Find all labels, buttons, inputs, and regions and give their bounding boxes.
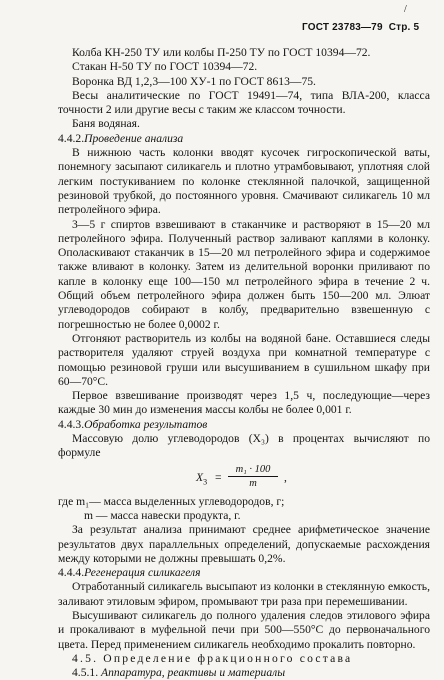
section-number: 4.4.4. [58, 566, 85, 580]
equipment-item-scales: Весы аналитические по ГОСТ 19491—74, типа ВЛА-200, класса точности 2 или другие весы с таким же классом точности. [58, 88, 430, 117]
paragraph: За результат анализа принимают среднее арифметическое значение результатов двух параллельных определений, допускаемые расхождения между которыми не должны превышать 0,2%. [58, 523, 430, 565]
equipment-item-flask: Колба КН-250 ТУ или колбы П-250 ТУ по ГОСТ 10394—72. [72, 46, 371, 59]
section-heading-4-4-4 [58, 566, 430, 580]
paragraph: Высушивают силикагель до полного удаления следов этилового эфира и прокаливают в муфельной печи при 500—550°С до первоначального цвета. Перед применением силикагель необходимо прокалить повторно. [58, 608, 430, 651]
paragraph: Первое взвешивание производят через 1,5 ч, последующие—через каждые 30 мин до изменения массы колбы не более 0,001 г. [58, 389, 430, 417]
section-heading-4-4-2 [58, 132, 430, 146]
section-title: Аппаратура, реактивы и материалы [101, 666, 286, 680]
header-mark: / [404, 4, 407, 15]
page-number: Стр. 5 [388, 22, 420, 33]
formula-fraction [228, 463, 278, 490]
section-heading-4-5: 4.5. Определение фракционного состава [72, 651, 353, 665]
paragraph: Отработанный силикагель высыпают из колонки в стеклянную емкость, заливают этиловым эфиром, промывают три раза при перемешивании. [58, 580, 430, 608]
section-title: Проведение анализа [84, 131, 184, 145]
formula-variable: X [196, 470, 204, 484]
section-heading-4-4-3 [58, 418, 430, 432]
formula-numerator: m₁ · 100 [228, 463, 278, 477]
equipment-item-funnel: Воронка ВД 1,2,3—100 ХУ-1 по ГОСТ 8613—75. [72, 74, 316, 88]
formula-lhs [196, 471, 207, 490]
document-body [58, 46, 430, 680]
equipment-item-bath: Баня водяная. [72, 117, 140, 131]
where-line-m1: где m₁— масса выделенных углеводородов, г; [58, 494, 285, 508]
running-header [302, 22, 419, 33]
section-number: 4.4.3. [58, 417, 85, 431]
paragraph: Отгоняют растворитель из колбы на водяной бане. Оставшиеся следы растворителя удаляют струей воздуха при комнатной температуре с помощью резиновой груши или высушиванием в сушильном шкафу при 60—70°С. [58, 331, 430, 388]
equipment-item-beaker: Стакан Н-50 ТУ по ГОСТ 10394—72. [72, 60, 258, 74]
formula-subscript: 3 [203, 476, 208, 486]
formula-comma: , [284, 470, 287, 484]
paragraph: В нижнюю часть колонки вводят кусочек гигроскопической ваты, понемногу засыпают силикагель и плотно утрамбовывают, уплотняя слой легким постукиванием по колонке стеклянной палочкой, защищенной резиновой трубкой, до постоянного уровня. Смачивают силикагель 10 мл петролейного эфира. [58, 146, 430, 217]
formula-equals: = [215, 470, 222, 484]
formula-denominator: m [249, 477, 257, 489]
paragraph: Массовую долю углеводородов (X₃) в процентах вычисляют по формуле [58, 432, 430, 460]
paragraph: 3—5 г спиртов взвешивают в стаканчике и растворяют в 15—20 мл петролейного эфира. Полученный раствор заливают каплями в колонку. Ополаскивают стаканчик в 15—20 мл петролейного эфира и содержимое также вливают в колонку. Затем из делительной воронки приливают по капле в колонку еще 100—150 мл петролейного эфира в течение 2 ч. Общий объем петролейного эфира должен быть 150—200 мл. Элюат углеводородов собирают в колбу, предварительно взвешенную с погрешностью не более 0,0002 г. [58, 217, 430, 331]
where-line-m: m — масса навески продукта, г. [84, 508, 241, 522]
section-title: Регенерация силикагеля [84, 566, 201, 580]
section-number: 4.4.2. [58, 131, 85, 145]
section-title: Обработка результатов [84, 417, 208, 431]
formula [58, 463, 430, 493]
standard-number: ГОСТ 23783—79 [302, 22, 383, 33]
section-number: 4.5.1. [72, 666, 99, 680]
section-heading-4-5-1 [58, 666, 430, 680]
